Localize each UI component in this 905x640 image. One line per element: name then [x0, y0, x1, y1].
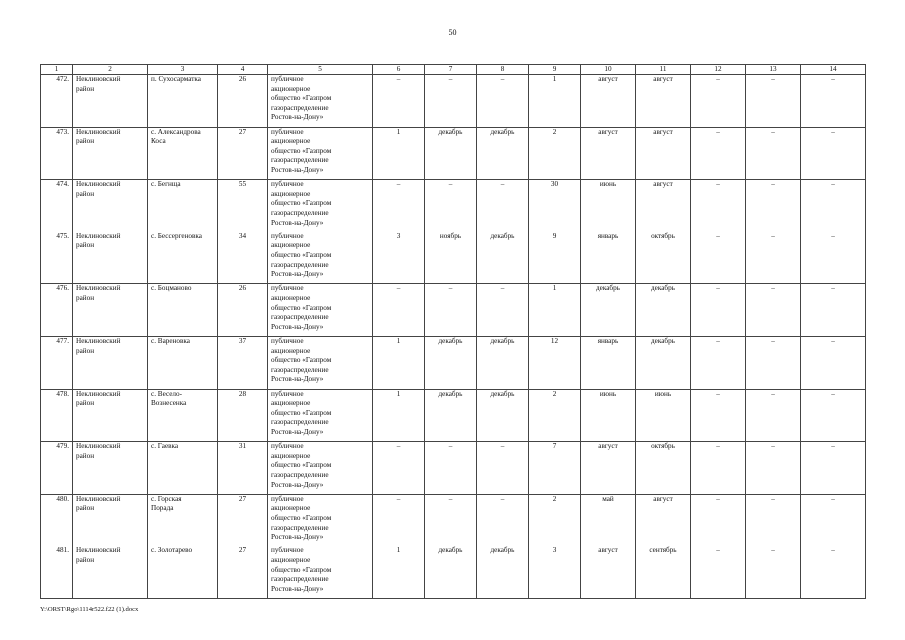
- column-header-5: 5: [268, 65, 373, 75]
- cell-col-13: –: [746, 284, 801, 337]
- table-row: [41, 442, 866, 495]
- cell-col-11: декабрь: [636, 284, 691, 337]
- cell-district: Неклиновский район: [73, 284, 148, 337]
- cell-col-7: ноябрь: [425, 232, 477, 284]
- cell-col-12: –: [691, 75, 746, 128]
- cell-district: Неклиновский район: [73, 75, 148, 128]
- cell-col-13: –: [746, 127, 801, 180]
- cell-col-14: –: [801, 232, 866, 284]
- cell-col-6: –: [373, 494, 425, 546]
- cell-col-12: –: [691, 546, 746, 598]
- cell-col-9: 2: [529, 127, 581, 180]
- cell-col-7: –: [425, 180, 477, 232]
- cell-col-12: –: [691, 336, 746, 389]
- table-row: [41, 336, 866, 389]
- cell-col-6: –: [373, 75, 425, 128]
- cell-col-7: декабрь: [425, 336, 477, 389]
- cell-organization: публичное акционерное общество «Газпром газораспределение Ростов-на-Дону»: [268, 127, 373, 180]
- cell-locality: с. Бегнщa: [148, 180, 218, 232]
- cell-organization: публичное акционерное общество «Газпром газораспределение Ростов-на-Дону»: [268, 75, 373, 128]
- cell-row-number: 478.: [41, 389, 73, 442]
- cell-col-9: 9: [529, 232, 581, 284]
- cell-col-13: –: [746, 232, 801, 284]
- column-header-12: 12: [691, 65, 746, 75]
- table-row: [41, 75, 866, 128]
- cell-col-7: декабрь: [425, 546, 477, 598]
- cell-col-13: –: [746, 336, 801, 389]
- cell-col-14: –: [801, 75, 866, 128]
- cell-col-6: 1: [373, 546, 425, 598]
- column-header-1: 1: [41, 65, 73, 75]
- cell-row-number: 480.: [41, 494, 73, 546]
- cell-locality: п. Сухосарматка: [148, 75, 218, 128]
- cell-col-8: –: [477, 180, 529, 232]
- cell-district: Неклиновский район: [73, 127, 148, 180]
- cell-col-12: –: [691, 389, 746, 442]
- cell-col-10: август: [581, 546, 636, 598]
- cell-col-13: –: [746, 389, 801, 442]
- cell-col-12: –: [691, 232, 746, 284]
- cell-col-10: декабрь: [581, 284, 636, 337]
- cell-col-10: июнь: [581, 389, 636, 442]
- cell-organization: публичное акционерное общество «Газпром газораспределение Ростов-на-Дону»: [268, 494, 373, 546]
- cell-organization: публичное акционерное общество «Газпром газораспределение Ростов-на-Дону»: [268, 389, 373, 442]
- cell-col-8: декабрь: [477, 336, 529, 389]
- cell-col-10: май: [581, 494, 636, 546]
- cell-district: Неклиновский район: [73, 494, 148, 546]
- cell-row-number: 476.: [41, 284, 73, 337]
- cell-col-14: –: [801, 180, 866, 232]
- column-header-6: 6: [373, 65, 425, 75]
- cell-locality: с. Горская Порада: [148, 494, 218, 546]
- cell-col-7: –: [425, 284, 477, 337]
- cell-col-8: –: [477, 494, 529, 546]
- cell-col-12: –: [691, 127, 746, 180]
- cell-col-14: –: [801, 284, 866, 337]
- cell-col-4: 31: [218, 442, 268, 495]
- cell-col-8: декабрь: [477, 127, 529, 180]
- cell-row-number: 479.: [41, 442, 73, 495]
- cell-col-12: –: [691, 284, 746, 337]
- cell-locality: с. Александрова Коса: [148, 127, 218, 180]
- cell-col-4: 34: [218, 232, 268, 284]
- cell-col-8: декабрь: [477, 546, 529, 598]
- cell-district: Неклиновский район: [73, 546, 148, 598]
- cell-col-12: –: [691, 180, 746, 232]
- cell-row-number: 474.: [41, 180, 73, 232]
- cell-col-8: –: [477, 75, 529, 128]
- cell-col-14: –: [801, 546, 866, 598]
- cell-col-6: –: [373, 284, 425, 337]
- cell-col-10: август: [581, 75, 636, 128]
- cell-locality: с. Вареновка: [148, 336, 218, 389]
- cell-col-13: –: [746, 75, 801, 128]
- cell-col-11: август: [636, 127, 691, 180]
- cell-organization: публичное акционерное общество «Газпром газораспределение Ростов-на-Дону»: [268, 284, 373, 337]
- cell-organization: публичное акционерное общество «Газпром газораспределение Ростов-на-Дону»: [268, 232, 373, 284]
- cell-col-8: –: [477, 442, 529, 495]
- column-header-14: 14: [801, 65, 866, 75]
- cell-col-6: 1: [373, 389, 425, 442]
- cell-col-9: 2: [529, 494, 581, 546]
- cell-organization: публичное акционерное общество «Газпром газораспределение Ростов-на-Дону»: [268, 442, 373, 495]
- cell-col-6: 3: [373, 232, 425, 284]
- cell-col-10: июнь: [581, 180, 636, 232]
- cell-col-9: 12: [529, 336, 581, 389]
- table-row: [41, 494, 866, 546]
- column-header-8: 8: [477, 65, 529, 75]
- cell-row-number: 477.: [41, 336, 73, 389]
- table-row: [41, 284, 866, 337]
- table-header-row: [41, 65, 866, 75]
- table-row: [41, 127, 866, 180]
- cell-col-13: –: [746, 546, 801, 598]
- cell-organization: публичное акционерное общество «Газпром газораспределение Ростов-на-Дону»: [268, 546, 373, 598]
- cell-col-12: –: [691, 442, 746, 495]
- cell-col-6: –: [373, 180, 425, 232]
- cell-col-11: октябрь: [636, 442, 691, 495]
- column-header-4: 4: [218, 65, 268, 75]
- cell-district: Неклиновский район: [73, 336, 148, 389]
- cell-col-4: 55: [218, 180, 268, 232]
- cell-col-7: декабрь: [425, 389, 477, 442]
- cell-col-10: август: [581, 127, 636, 180]
- cell-col-9: 30: [529, 180, 581, 232]
- cell-col-6: –: [373, 442, 425, 495]
- cell-col-7: декабрь: [425, 127, 477, 180]
- cell-row-number: 472.: [41, 75, 73, 128]
- cell-col-13: –: [746, 494, 801, 546]
- column-header-10: 10: [581, 65, 636, 75]
- cell-district: Неклиновский район: [73, 232, 148, 284]
- cell-col-14: –: [801, 494, 866, 546]
- cell-col-11: декабрь: [636, 336, 691, 389]
- cell-locality: с. Бессергеновка: [148, 232, 218, 284]
- table-row: [41, 232, 866, 284]
- cell-col-9: 2: [529, 389, 581, 442]
- cell-col-8: декабрь: [477, 232, 529, 284]
- cell-col-9: 1: [529, 75, 581, 128]
- column-header-11: 11: [636, 65, 691, 75]
- cell-district: Неклиновский район: [73, 442, 148, 495]
- cell-row-number: 481.: [41, 546, 73, 598]
- cell-row-number: 475.: [41, 232, 73, 284]
- cell-district: Неклиновский район: [73, 180, 148, 232]
- cell-col-14: –: [801, 389, 866, 442]
- cell-col-4: 28: [218, 389, 268, 442]
- cell-col-10: август: [581, 442, 636, 495]
- cell-col-9: 3: [529, 546, 581, 598]
- data-table: [40, 64, 866, 599]
- cell-col-12: –: [691, 494, 746, 546]
- cell-col-14: –: [801, 127, 866, 180]
- cell-col-4: 37: [218, 336, 268, 389]
- column-header-9: 9: [529, 65, 581, 75]
- column-header-7: 7: [425, 65, 477, 75]
- file-path-footer: Y:\ORST\Rgo\1114r522.f22 (1).docx: [40, 606, 139, 613]
- cell-col-6: 1: [373, 127, 425, 180]
- cell-col-7: –: [425, 494, 477, 546]
- cell-col-13: –: [746, 442, 801, 495]
- cell-col-4: 26: [218, 284, 268, 337]
- cell-col-11: октябрь: [636, 232, 691, 284]
- cell-col-4: 26: [218, 75, 268, 128]
- cell-col-4: 27: [218, 494, 268, 546]
- cell-district: Неклиновский район: [73, 389, 148, 442]
- cell-col-4: 27: [218, 127, 268, 180]
- cell-col-7: –: [425, 442, 477, 495]
- cell-col-8: –: [477, 284, 529, 337]
- cell-col-14: –: [801, 442, 866, 495]
- cell-col-14: –: [801, 336, 866, 389]
- cell-locality: с. Боцманово: [148, 284, 218, 337]
- cell-col-11: август: [636, 180, 691, 232]
- table-row: [41, 546, 866, 598]
- table-row: [41, 389, 866, 442]
- cell-col-11: август: [636, 494, 691, 546]
- column-header-13: 13: [746, 65, 801, 75]
- cell-col-8: декабрь: [477, 389, 529, 442]
- table-row: [41, 180, 866, 232]
- cell-locality: с. Гаевка: [148, 442, 218, 495]
- cell-col-9: 1: [529, 284, 581, 337]
- cell-locality: с. Золотарево: [148, 546, 218, 598]
- cell-col-4: 27: [218, 546, 268, 598]
- cell-col-7: –: [425, 75, 477, 128]
- column-header-2: 2: [73, 65, 148, 75]
- cell-locality: с. Весело- Вознесенка: [148, 389, 218, 442]
- cell-col-11: август: [636, 75, 691, 128]
- cell-col-10: январь: [581, 232, 636, 284]
- cell-organization: публичное акционерное общество «Газпром газораспределение Ростов-на-Дону»: [268, 336, 373, 389]
- cell-organization: публичное акционерное общество «Газпром газораспределение Ростов-на-Дону»: [268, 180, 373, 232]
- page-number: 50: [448, 28, 457, 37]
- cell-col-13: –: [746, 180, 801, 232]
- cell-row-number: 473.: [41, 127, 73, 180]
- column-header-3: 3: [148, 65, 218, 75]
- cell-col-11: июнь: [636, 389, 691, 442]
- cell-col-9: 7: [529, 442, 581, 495]
- cell-col-11: сентябрь: [636, 546, 691, 598]
- cell-col-6: 1: [373, 336, 425, 389]
- cell-col-10: январь: [581, 336, 636, 389]
